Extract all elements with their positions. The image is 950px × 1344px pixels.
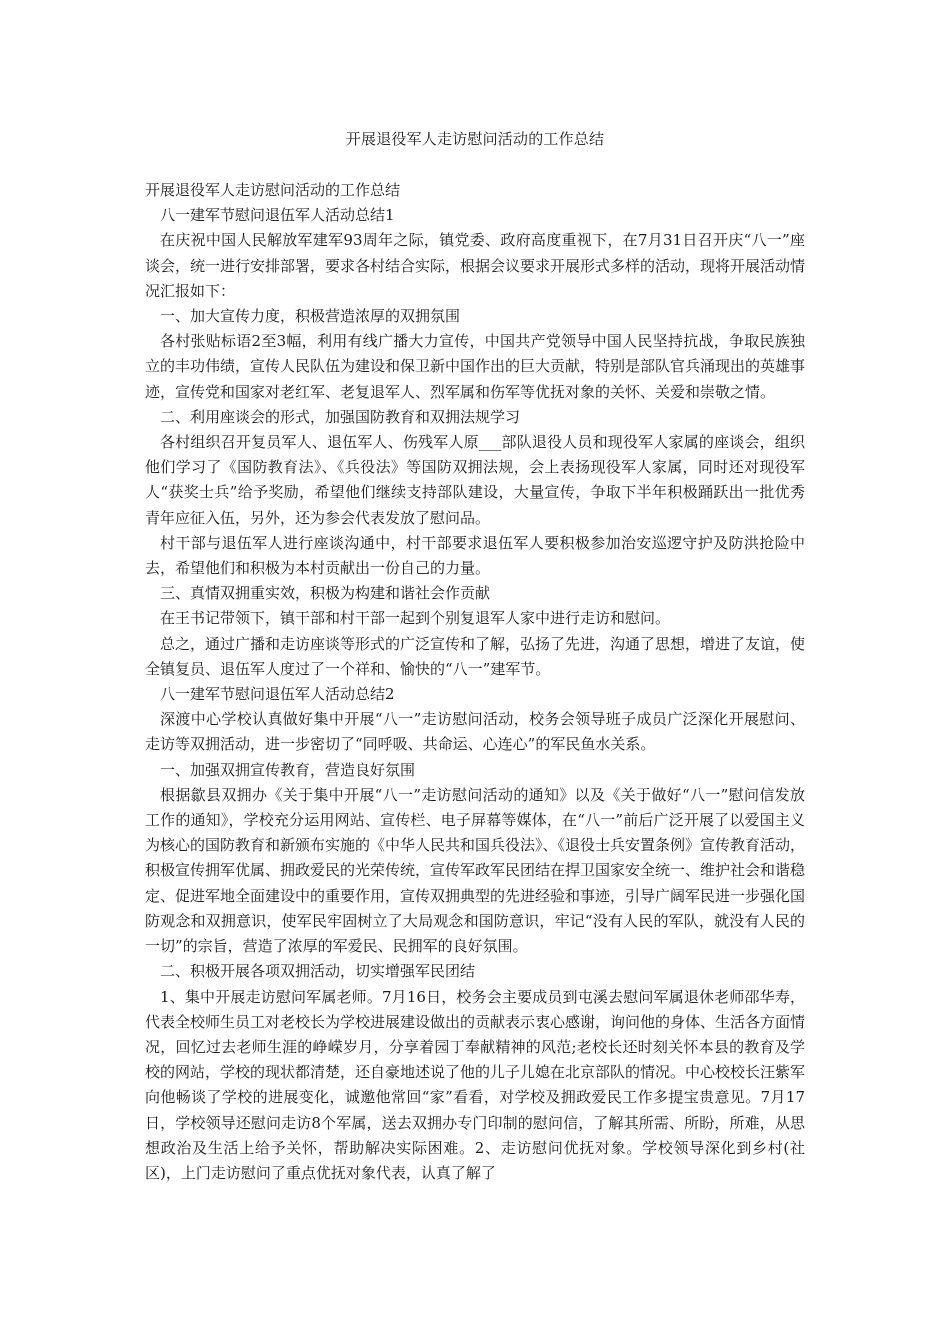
subheading: 二、利用座谈会的形式，加强国防教育和双拥法规学习 [160, 407, 521, 426]
paragraph: 根据歙县双拥办《关于集中开展“八一”走访慰问活动的通知》以及《关于做好“八一”慰问信发放工作的通知》，学校充分运用网站、宣传栏、电子屏幕等媒体，在“八一”前后广泛开展了以爱国主义为核心的国防教育和新颁布实施的《中华人民共和国兵役法》、《退役士兵安置条例》宣传教育活动，积极宣传拥军优属、拥政爱民的光荣传统，宣传军政军民团结在捍卫国家安全统一、维护社会和谐稳定、促进军地全面建设中的重要作用，宣传双拥典型的先进经验和事迹，引导广阔军民进一步强化国防观念和双拥意识，使军民牢固树立了大局观念和国防意识，牢记“没有人民的军队，就没有人民的一切”的宗旨，营造了浓厚的军爱民、民拥军的良好氛围。 [145, 785, 806, 956]
paragraph: 1、集中开展走访慰问军属老师。7月16日，校务会主要成员到屯溪去慰问军属退休老师邵华寿，代表全校师生员工对老校长为学校进展建设做出的贡献表示衷心感谢，询问他的身体、生活各方面情况，回忆过去老师生涯的峥嵘岁月，分享着园丁奉献精神的风范;老校长还时刻关怀本县的教育及学校的网站，学校的现状都清楚，还自豪地述说了他的儿子儿媳在北京部队的情况。中心校校长汪紫军向他畅谈了学校的进展变化，诚邀他常回“家”看看，对学校及拥政爱民工作多提宝贵意见。7月17日，学校领导还慰问走访8个军属，送去双拥办专门印制的慰问信，了解其所需、所盼，所难，从思想政治及生活上给予关怀，帮助解决实际困难。2、走访慰问优抚对象。学校领导深化到乡村(社区)，上门走访慰问了重点优抚对象代表，认真了解了 [145, 987, 806, 1182]
paragraph: 深渡中心学校认真做好集中开展“八一”走访慰问活动，校务会领导班子成员广泛深化开展慰问、走访等双拥活动，进一步密切了“同呼吸、共命运、心连心”的军民鱼水关系。 [145, 710, 805, 754]
paragraph-heading: 开展退役军人走访慰问活动的工作总结 [145, 181, 401, 199]
paragraph: 在王书记带领下，镇干部和村干部一起到个别复退军人家中进行走访和慰问。 [160, 609, 671, 628]
paragraph: 在庆祝中国人民解放军建军93周年之际，镇党委、政府高度重视下，在7月31日召开庆“八一”座谈会，统一进行安排部署，要求各村结合实际，根据会议要求开展形式多样的活动，现将开展活动情况汇报如下： [145, 231, 806, 300]
paragraph: 各村张贴标语2至3幅，利用有线广播大力宣传，中国共产党领导中国人民坚持抗战，争取民族独立的丰功伟绩，宣传人民队伍为建设和保卫新中国作出的巨大贡献，特别是部队官兵涌现出的英雄事迹，宣传党和国家对老红军、老复退军人、烈军属和伤军等优抚对象的关怀、关爱和崇敬之情。 [145, 332, 806, 401]
section-title-1: 八一建军节慰问退伍军人活动总结1 [160, 206, 395, 225]
subheading: 三、真情双拥重实效，积极为构建和谐社会作贡献 [160, 584, 491, 603]
paragraph: 村干部与退伍军人进行座谈沟通中，村干部要求退伍军人要积极参加治安巡逻守护及防洪抢险中去，希望他们和积极为本村贡献出一份自己的力量。 [145, 533, 805, 578]
paragraph: 总之，通过广播和走访座谈等形式的广泛宣传和了解，弘扬了先进，沟通了思想，增进了友谊，使全镇复员、退伍军人度过了一个祥和、愉快的“八一”建军节。 [145, 634, 806, 678]
subheading: 一、加强双拥宣传教育，营造良好氛围 [160, 760, 416, 779]
subheading: 二、积极开展各项双拥活动，切实增强军民团结 [160, 962, 476, 981]
subheading: 一、加大宣传力度，积极营造浓厚的双拥氛围 [160, 307, 461, 326]
document-title: 开展退役军人走访慰问活动的工作总结 [345, 130, 605, 148]
paragraph: 各村组织召开复员军人、退伍军人、伤残军人原___部队退役人员和现役军人家属的座谈会，组织他们学习了《国防教育法》、《兵役法》等国防双拥法规，会上表扬现役军人家属，同时还对现役军人“获奖士兵”给予奖励，希望他们继续支持部队建设，大量宣传，争取下半年积极踊跃出一批优秀青年应征入伍，另外，还为参会代表发放了慰问品。 [145, 433, 805, 527]
section-title-2: 八一建军节慰问退伍军人活动总结2 [160, 685, 395, 704]
document-body [145, 178, 805, 1186]
